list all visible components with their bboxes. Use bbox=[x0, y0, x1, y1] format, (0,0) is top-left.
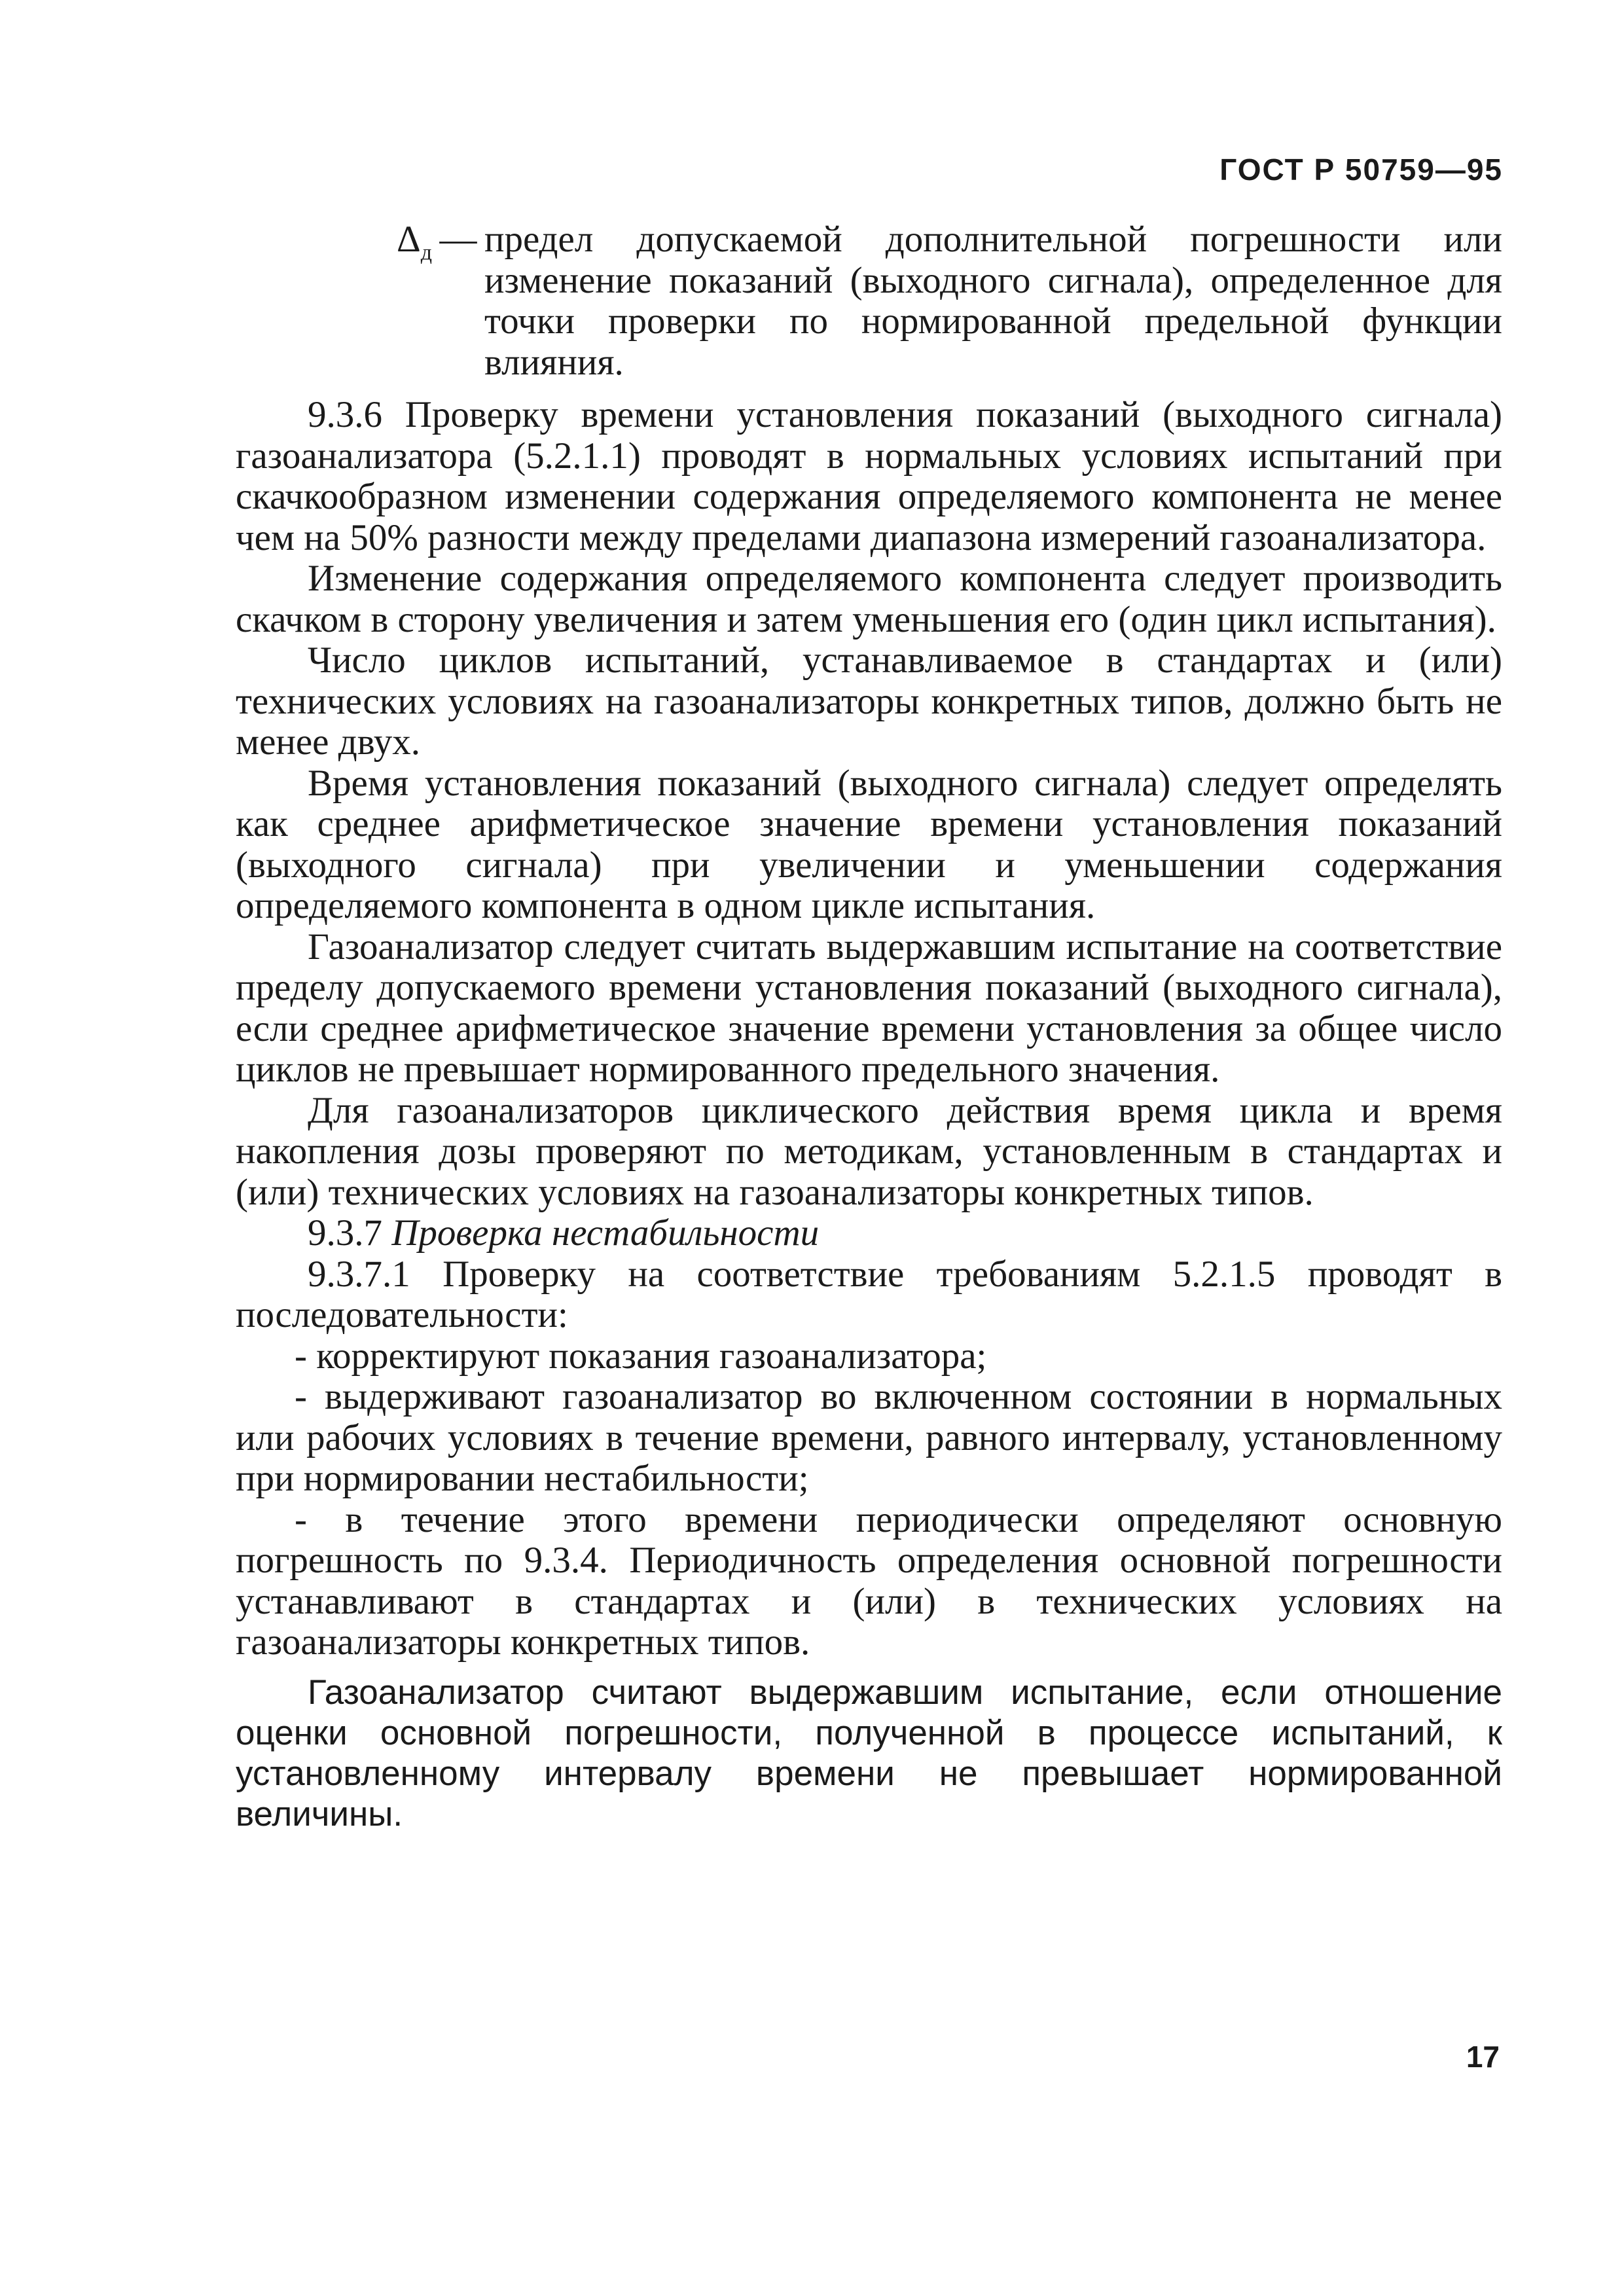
paragraph-settling-time: Время установления показаний (выходного сигнала) следует определять как среднее арифметическое значение времени установления показаний (выходного сигнала) при увеличении и уменьшении содержания определяемого компонента в одном цикле испытания. bbox=[236, 762, 1502, 926]
paragraph-change-content: Изменение содержания определяемого компонента следует производить скачком в сторону увеличения и затем уменьшения его (один цикл испытания). bbox=[236, 558, 1502, 640]
document-code-header: ГОСТ Р 50759—95 bbox=[1219, 153, 1503, 187]
page-number: 17 bbox=[1466, 2040, 1500, 2074]
section-title: Проверка нестабильности bbox=[391, 1212, 820, 1254]
paragraph-cycles: Число циклов испытаний, устанавливаемое в стандартах и (или) технических условиях на газоанализаторы конкретных типов, должно быть не менее двух. bbox=[236, 640, 1502, 763]
final-paragraph: Газоанализатор считают выдержавшим испытание, если отношение оценки основной погрешности, полученной в процессе испытаний, к установленному интервалу времени не превышает нормированной величины. bbox=[236, 1672, 1502, 1834]
paragraph-pass-criterion: Газоанализатор следует считать выдержавшим испытание на соответствие пределу допускаемого времени установления показаний (выходного сигнала), если среднее арифметическое значение времени установления за общее число циклов не превышает нормированного предельного значения. bbox=[236, 926, 1502, 1090]
paragraph-936: 9.3.6 Проверку времени установления показаний (выходного сигнала) газоанализатора (5.2.1.1) проводят в нормальных условиях испытаний при скачкообразном изменении содержания определяемого компонента не менее чем на 50% разности между пределами диапазона измерений газоанализатора. bbox=[236, 394, 1502, 558]
definition-entry bbox=[236, 219, 1502, 383]
symbol-subscript: д bbox=[420, 240, 432, 265]
paragraph-9371: 9.3.7.1 Проверку на соответствие требованиям 5.2.1.5 проводят в последовательности: bbox=[236, 1253, 1502, 1335]
document-body bbox=[236, 219, 1502, 1835]
symbol-base: Δ bbox=[397, 219, 421, 260]
list-item: - корректируют показания газоанализатора; bbox=[295, 1335, 987, 1377]
section-number: 9.3.7 bbox=[308, 1212, 382, 1254]
list-item: - выдерживают газоанализатор во включенном состоянии в нормальных или рабочих условиях в течение времени, равного интервалу, установленному при нормировании нестабильности; bbox=[236, 1376, 1502, 1499]
paragraph-cyclic-analyzers: Для газоанализаторов циклического действия время цикла и время накопления дозы проверяют по методикам, установленным в стандартах и (или) технических условиях на газоанализаторы конкретных типов. bbox=[236, 1089, 1502, 1213]
definition-dash: — bbox=[439, 219, 477, 260]
section-heading-937 bbox=[236, 1213, 1502, 1254]
list-item: - в течение этого времени периодически определяют основную погрешность по 9.3.4. Периодичность определения основной погрешности устанавливают в стандартах и (или) в технических условиях на газоанализаторы конкретных типов. bbox=[236, 1498, 1502, 1663]
definition-symbol bbox=[236, 219, 432, 383]
definition-text: предел допускаемой дополнительной погрешности или изменение показаний (выходного сигнала), определенное для точки проверки по нормированной предельной функции влияния. bbox=[484, 219, 1502, 383]
